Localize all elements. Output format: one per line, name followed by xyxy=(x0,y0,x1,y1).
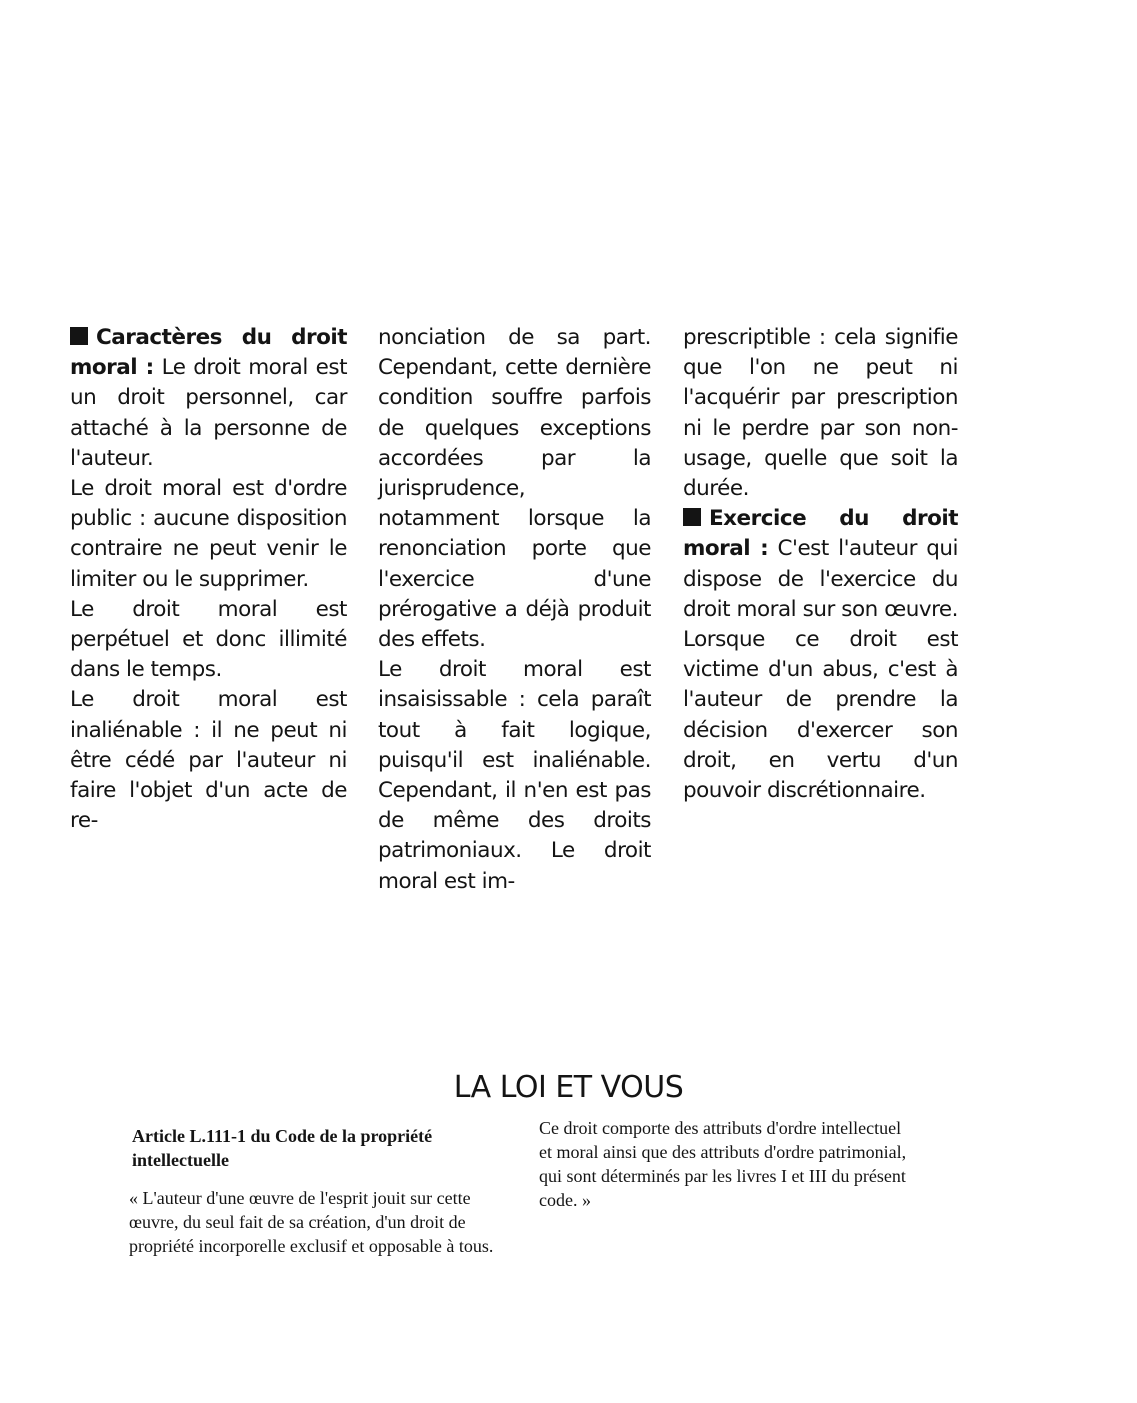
paragraph: prescriptible : cela signifie que l'on ne peut ni l'acquérir par prescription ni le perdre par son non-usage, quelle que soit la durée. xyxy=(683,325,958,502)
square-bullet-icon xyxy=(683,508,701,526)
article-heading: Article L.111-1 du Code de la propriété intellectuelle xyxy=(132,1126,433,1170)
paragraph: nonciation de sa part. Cependant, cette dernière condition souffre parfois de quelques exceptions accordées par la jurisprudence, notamment lorsque la renonciation porte que l'exercice d'une prérogative a déjà produit des effets. xyxy=(378,325,651,653)
paragraph xyxy=(683,504,958,806)
paragraph xyxy=(70,323,347,474)
column-1 xyxy=(70,323,347,836)
column-2 xyxy=(378,323,651,897)
law-box-title: LA LOI ET VOUS xyxy=(453,1070,684,1105)
column-3 xyxy=(683,323,958,806)
article-quote-end xyxy=(539,1116,911,1212)
article-text: « L'auteur d'une œuvre de l'esprit jouit sur cette œuvre, du seul fait de sa création, d'un droit de propriété incorporelle exclusif et opposable à tous. xyxy=(129,1188,494,1256)
section-heading: Exercice du droit moral : xyxy=(683,506,958,562)
paragraph: Le droit moral est d'ordre public : aucune disposition contraire ne peut venir le limiter ou le supprimer. xyxy=(70,476,347,592)
paragraph-text: Le droit moral est un droit personnel, car attaché à la personne de l'auteur. xyxy=(70,355,347,471)
article-quote-start xyxy=(129,1186,501,1258)
paragraph: Le droit moral est perpétuel et donc illimité dans le temps. xyxy=(70,596,347,683)
square-bullet-icon xyxy=(70,327,88,345)
article-text: Ce droit comporte des attributs d'ordre intellectuel et moral ainsi que des attributs d'ordre patrimonial, qui sont déterminés par les livres I et III du présent code. » xyxy=(539,1118,907,1210)
section-heading: Caractères du droit moral : xyxy=(70,325,347,381)
paragraph: Le droit moral est insaisissable : cela paraît tout à fait logique, puisqu'il est inaliénable. Cependant, il n'en est pas de même des droits patrimoniaux. Le droit moral est im- xyxy=(378,657,651,894)
paragraph-text: C'est l'auteur qui dispose de l'exercice du droit moral sur son œuvre. Lorsque ce droit est victime d'un abus, c'est à l'auteur de prendre la décision d'exercer son droit, en vertu d'un pouvoir discrétionnaire. xyxy=(683,536,958,804)
paragraph: Le droit moral est inaliénable : il ne peut ni être cédé par l'auteur ni faire l'objet d'un acte de re- xyxy=(70,687,347,834)
